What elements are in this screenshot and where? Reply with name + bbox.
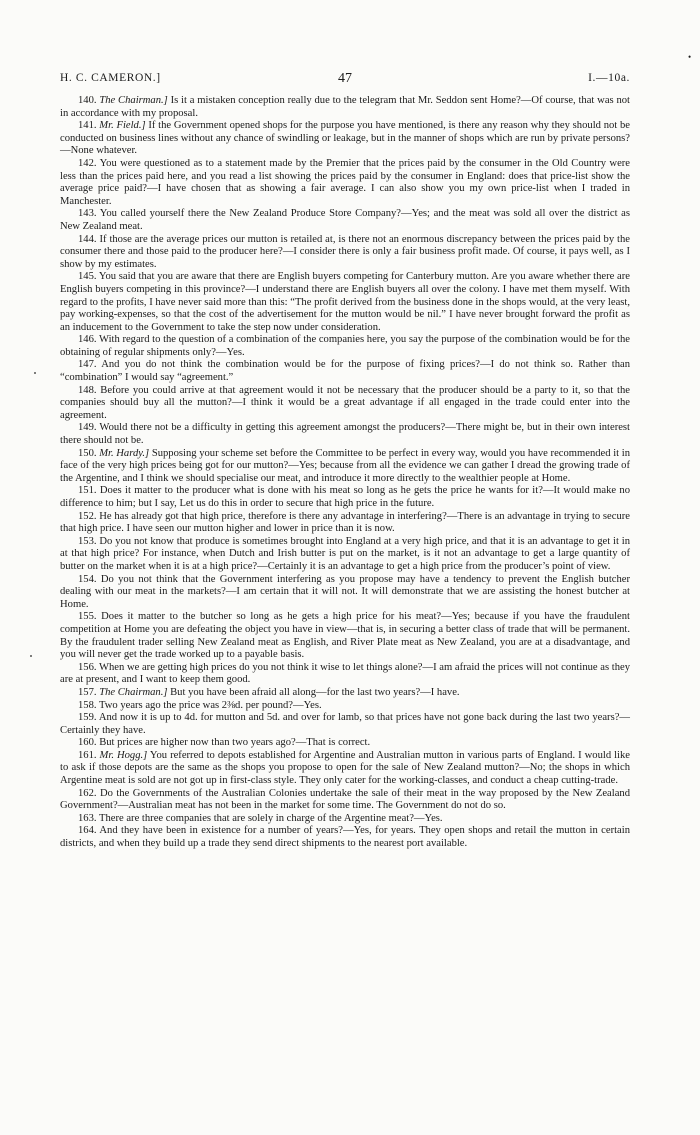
question-paragraph [60,536,630,574]
speaker-name: The Chairman.] [99,686,168,698]
speaker-name: Mr. Hogg.] [99,749,148,761]
question-paragraph [60,825,630,850]
question-number: 157. [78,686,100,698]
question-text: Does it matter to the producer what is done with his meat so long as he gets the price he wants for it?—It would make no difference to him; but I say, Let us do this in order to secure that high price in the future. [60,485,631,509]
edge-mark: • [688,52,692,62]
question-number: 145. [78,271,99,283]
question-text: And you do not think the combination would be for the purpose of fixing prices?—I do not think so. Rather than “combination” I would say “agreement.” [60,359,630,384]
question-text: But you have been afraid all along—for the last two years?—I have. [167,686,460,698]
speaker-name: The Chairman.] [99,95,168,106]
question-number: 147. [78,359,102,371]
question-paragraph [60,208,630,233]
question-text: But prices are higher now than two years ago?—That is correct. [99,737,371,749]
question-paragraph [60,422,630,447]
question-number: 153. [78,535,100,547]
question-number: 142. [78,157,100,169]
question-paragraph [60,700,630,713]
margin-dot [30,655,32,657]
question-paragraph [60,448,630,486]
question-paragraph [60,158,630,208]
page-header [60,72,630,88]
question-paragraph [60,234,630,272]
question-number: 144. [78,233,100,245]
question-text: You referred to depots established for Argentine and Australian mutton in various parts of England. I would like to ask if those depots are the same as the shops you propose to open for the sale of New Zealand mutton?—No; the shops in which Argentine meat is sold are not got up in first-class style. They only cater for the working-classes, and conduct a cheap cutting-trade. [60,749,630,787]
question-text: Two years ago the price was 2⅜d. per pound?—Yes. [99,699,322,711]
question-text: Supposing your scheme set before the Committee to be perfect in every way, would you have recommended it in face of the very high prices being got for our mutton?—Yes; because from all the evidence we can gather I dread the growing trade of the Argentine, and I think we should specialise our meat, and introduce it more directly to the wealthier people at Home. [60,447,630,484]
question-text: Does it matter to the butcher so long as he gets a high price for his meat?—Yes; because if you have the fraudulent competition at Home you are defeating the object you have in view—that is, in securing a better class of trade that will be permanent. By the fraudulent trader selling New Zealand meat as English, and River Plate meat as New Zealand, you are at a disadvantage, and you will never get the trade worked up to a payable basis. [60,611,630,661]
question-number: 143. [78,208,100,220]
question-number: 164. [78,825,100,837]
question-paragraph [60,120,630,158]
question-paragraph [60,687,630,700]
question-number: 156. [78,661,100,673]
question-number: 158. [78,699,99,711]
question-paragraph [60,813,630,826]
question-number: 152. [78,510,100,522]
question-text: And they have been in existence for a number of years?—Yes, for years. They open shops and retail the mutton in certain districts, and when they build up a trade they send direct shipments to the nearest port available. [60,825,630,850]
speaker-name: Mr. Field.] [99,120,146,132]
question-paragraph [60,737,630,750]
question-number: 141. [78,120,100,132]
question-paragraph [60,574,630,612]
question-number: 151. [78,485,100,497]
question-number: 146. [78,334,100,346]
question-number: 163. [78,812,99,824]
question-number: 161. [78,749,100,761]
question-text: Before you could arrive at that agreement would it not be necessary that the producer should be a party to it, so that the companies should buy all the mutton?—I think it would be a great advantage if all engaged in the trade could enter into the agreement. [60,384,631,421]
question-number: 160. [78,737,100,749]
question-text: You were questioned as to a statement made by the Premier that the prices paid by the consumer in the Old Country were less than the prices paid here, and you read a list showing the prices paid by the consumer in England: does that price-list show the average price paid?—I have chosen that as showing a fair average. I can also show you my own price-list when I traded in Manchester. [60,157,631,207]
question-text: If the Government opened shops for the purpose you have mentioned, is there any reason why they should not be conducted on business lines without any chance of swindling or leakage, but in the manner of shops which are run by private persons?—None whatever. [60,120,630,157]
question-paragraph [60,359,630,384]
question-number: 159. [78,712,99,724]
question-text: With regard to the question of a combination of the companies here, you say the purpose of the combination would be for the obtaining of regular shipments only?—Yes. [60,334,630,358]
evidence-text [60,95,630,1095]
question-number: 140. [78,95,100,106]
header-document-ref: I.—10a. [588,72,630,84]
question-text: You called yourself there the New Zealand Produce Store Company?—Yes; and the meat was sold all over the district as New Zealand meat. [60,208,630,232]
question-paragraph [60,788,630,813]
question-paragraph [60,485,630,510]
question-number: 148. [78,384,101,396]
question-text: Do you not think that the Government interfering as you propose may have a tendency to prevent the English butcher dealing with our meat in the markets?—I am certain that it will not. It will demonstrate that we are assisting the honest butcher at Home. [60,573,630,610]
question-paragraph [60,511,630,536]
page-number: 47 [338,71,352,86]
question-paragraph [60,662,630,687]
margin-dot [34,372,36,374]
question-paragraph [60,750,630,788]
question-text: When we are getting high prices do you not think it wise to let things alone?—I am afraid the prices will not continue as they are at present, and I want to keep them good. [60,661,630,686]
question-number: 162. [78,787,100,799]
question-paragraph [60,611,630,661]
question-number: 150. [78,447,100,459]
question-number: 155. [78,611,102,623]
question-text: There are three companies that are solely in charge of the Argentine meat?—Yes. [99,812,443,824]
question-text: And now it is up to 4d. for mutton and 5d. and over for lamb, so that prices have not gone back during the last two years?—Certainly they have. [60,712,630,736]
header-witness-name: H. C. CAMERON.] [60,72,161,84]
question-paragraph [60,334,630,359]
question-paragraph [60,385,630,423]
question-paragraph [60,95,630,120]
question-number: 149. [78,422,100,434]
question-text: Would there not be a difficulty in getting this agreement amongst the producers?—There might be, but in their own interest there should not be. [60,422,630,447]
question-text: He has already got that high price, therefore is there any advantage in interfering?—There is an advantage in trying to secure that high price. I have seen our mutton higher and lower in price than it is now. [60,510,630,535]
speaker-name: Mr. Hardy.] [99,447,150,459]
question-text: Is it a mistaken conception really due to the telegram that Mr. Seddon sent Home?—Of course, that was not in accordance with my proposal. [60,95,630,119]
question-number: 154. [78,573,101,585]
question-text: If those are the average prices our mutton is retailed at, is there not an enormous discrepancy between the prices paid by the consumer there and those paid to the producer here?—I consider there is only a fair business profit made. Of course, it pays well, as I show by my estimates. [60,233,630,270]
question-paragraph [60,712,630,737]
question-paragraph [60,271,630,334]
question-text: You said that you are aware that there are English buyers competing for Canterbury mutton. Are you aware whether there are English buyers competing in this province?—I understand there are English buyers all over the colony. I have met them myself. With regard to the profits, I have never said more than this: “The profit derived from the business done in the shops would, at the very least, pay working-expenses, so that the cost of the advertisement for the mutton would be nil.” I have never brought forward the profit as an inducement to the Government to take the step now under consideration. [60,271,630,333]
question-text: Do the Governments of the Australian Colonies undertake the sale of their meat in the way proposed by the New Zealand Government?—Australian meat has not been in the market for some time. The Government do not do so. [60,787,630,812]
question-text: Do you not know that produce is sometimes brought into England at a very high price, and that it is an advantage to get it in at that high price? For instance, when Dutch and Irish butter is put on the market, is it not an advantage to get a large quantity of butter on the market when it is at a high price?—Certainly it is an advantage to get a high price from the producer’s point of view. [60,535,631,572]
